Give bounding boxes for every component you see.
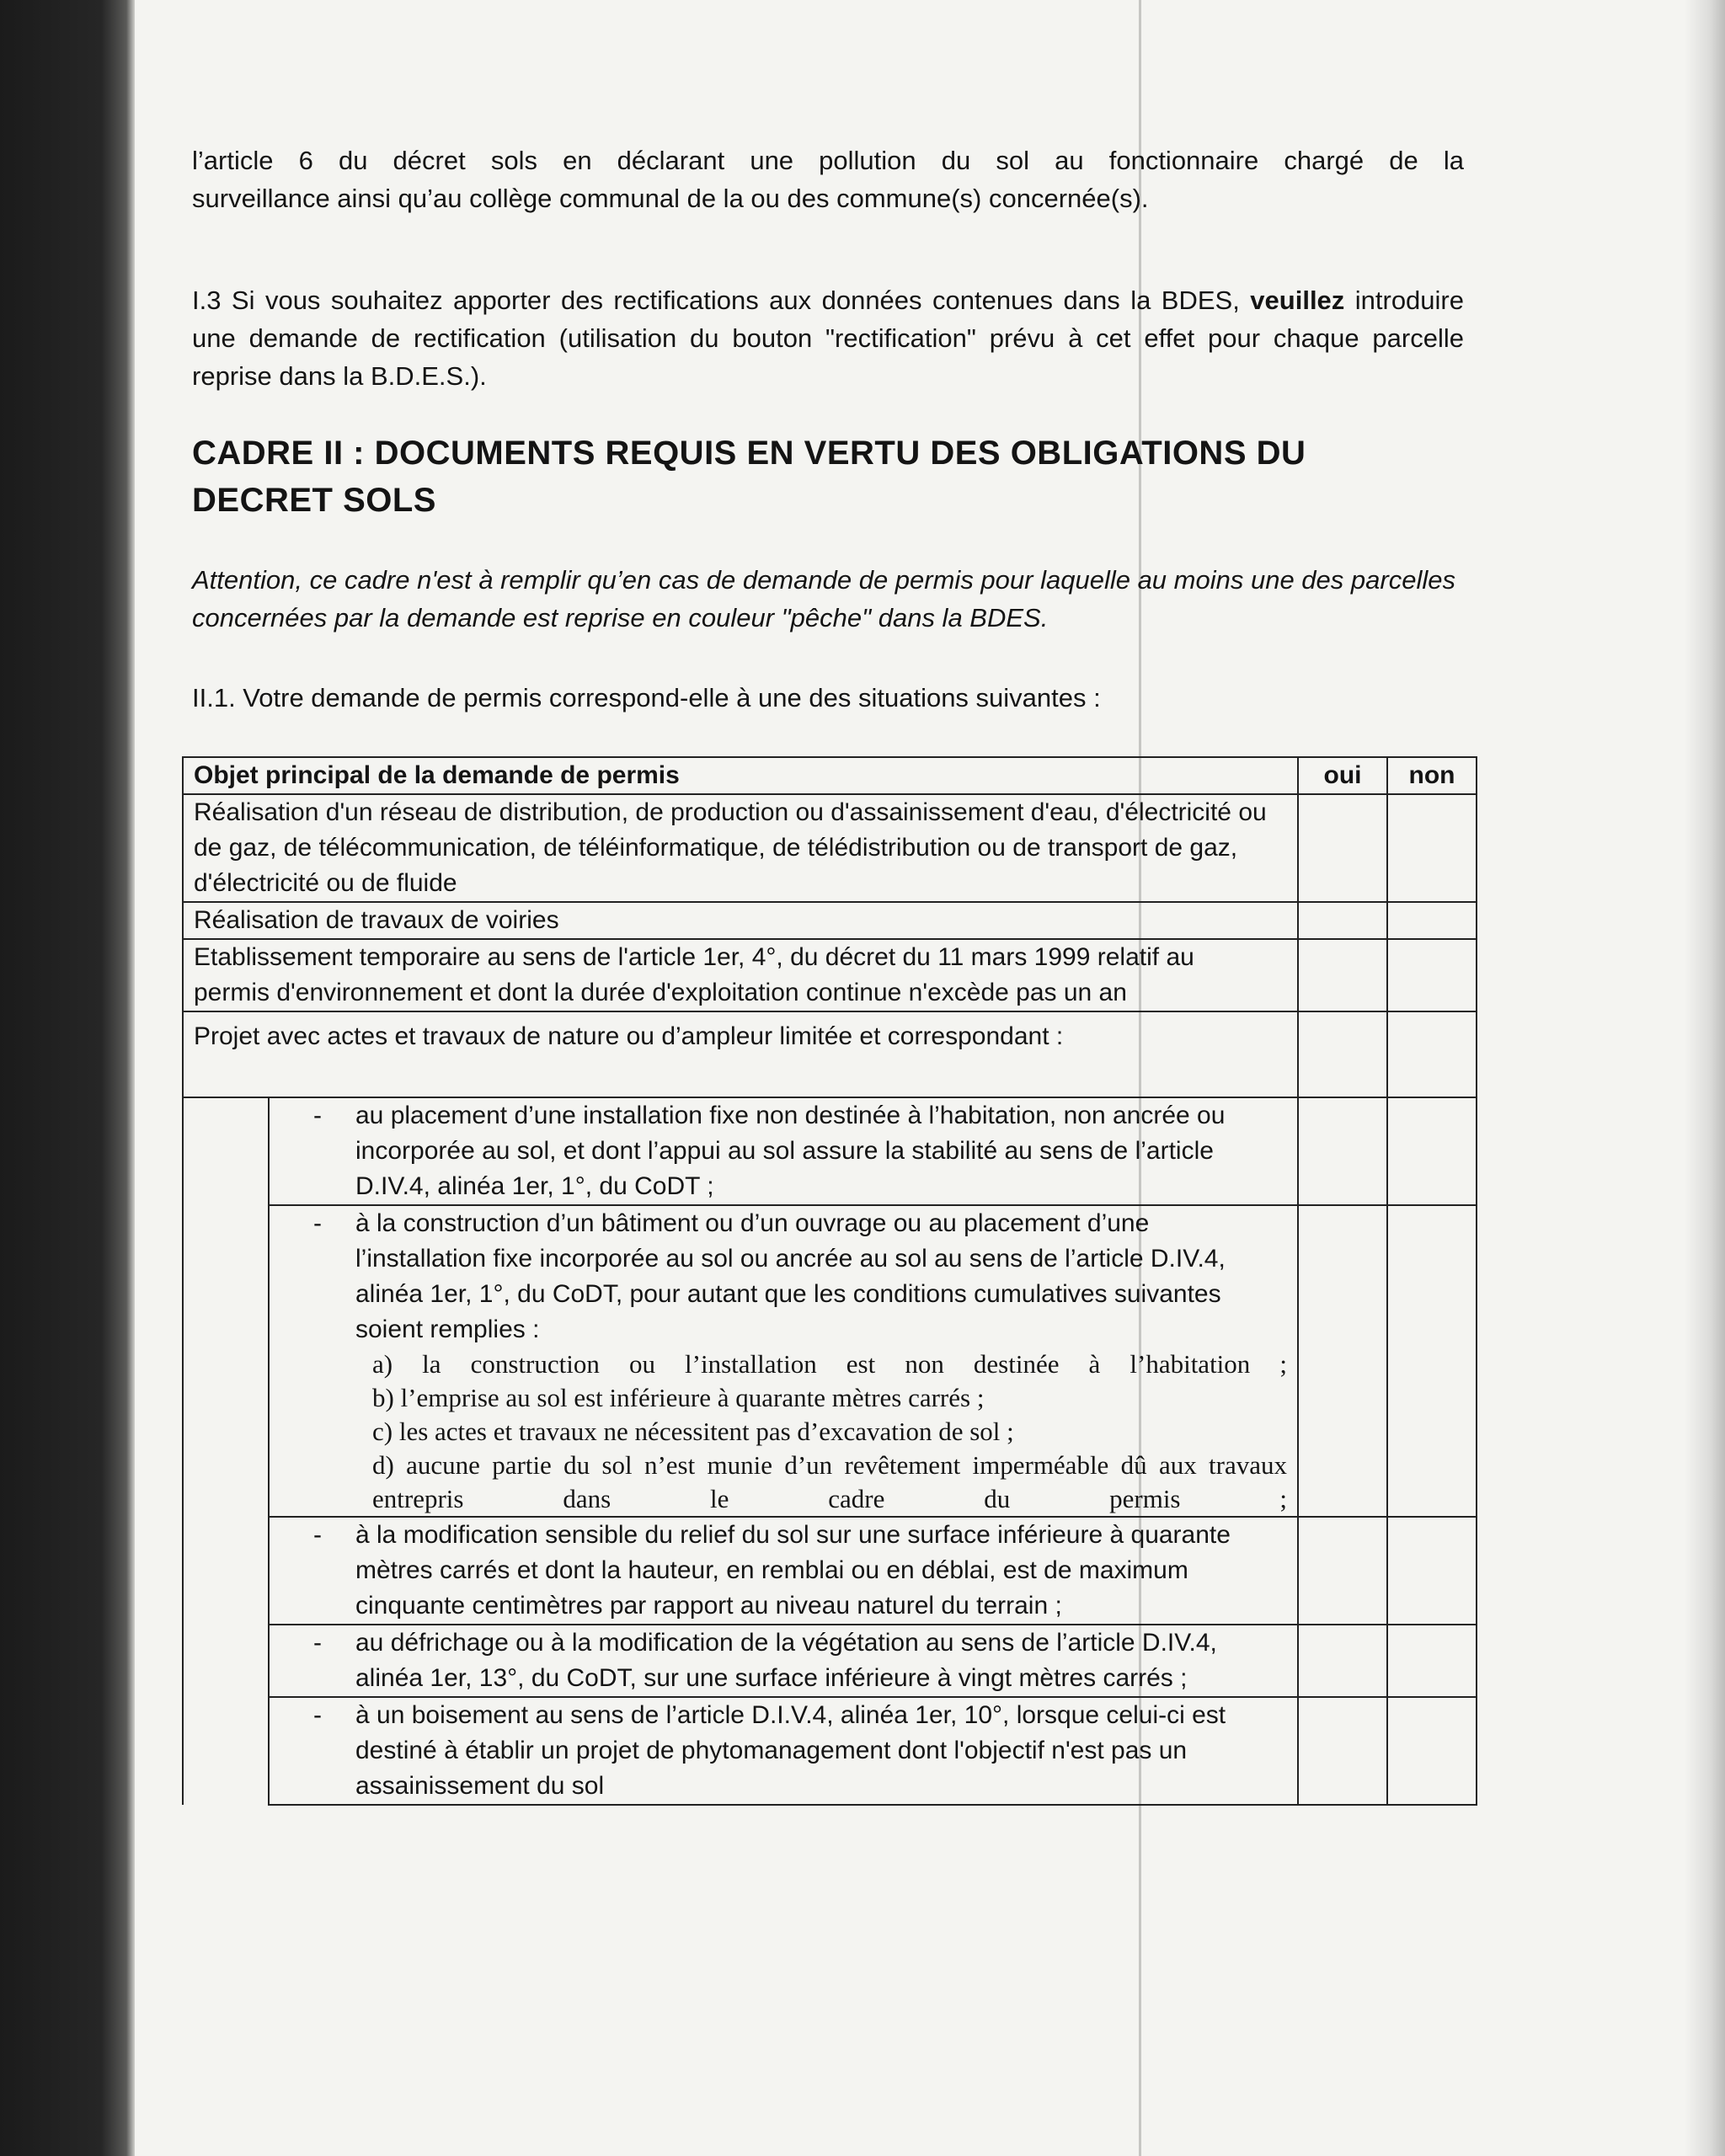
dash-bullet: - <box>313 1629 322 1657</box>
list-item <box>280 1206 1287 1348</box>
condition-c: c) les actes et travaux ne nécessitent pas d’excavation de sol ; <box>372 1417 1014 1446</box>
sub-construction-text: à la construction d’un bâtiment ou d’un ouvrage ou au placement d’une l’installation fixe incorporée au sol ou ancrée au sol au sens de l’article D.IV.4, alinéa 1er, 1°, du CoDT, pour autant que les conditions cumulatives suivantes soient remplies : <box>355 1209 1226 1343</box>
table-row <box>183 902 1477 939</box>
row-temporary-text: Etablissement temporaire au sens de l'article 1er, 4°, du décret du 11 mars 1999 relatif au permis d'environnement et dont la durée d'exploitation continue n'excède pas un an <box>183 939 1298 1011</box>
sub-relief-cell <box>269 1517 1298 1625</box>
sub-boisement-yes-box[interactable] <box>1298 1697 1387 1805</box>
intro-paragraph <box>192 141 1464 217</box>
intro-line-2: surveillance ainsi qu’au collège communal de la ou des commune(s) concernée(s). <box>192 184 1149 213</box>
sub-defrichage-no-box[interactable] <box>1387 1625 1477 1697</box>
row-roads-no-box[interactable] <box>1387 902 1477 939</box>
condition-a: a) la construction ou l’installation est non destinée à l’habitation ; <box>372 1349 1287 1379</box>
table-row <box>183 1517 1477 1625</box>
sub-boisement-cell <box>269 1697 1298 1805</box>
condition-b: b) l’emprise au sol est inférieure à quarante mètres carrés ; <box>372 1383 985 1412</box>
sub-relief-no-box[interactable] <box>1387 1517 1477 1625</box>
sub-boisement-no-box[interactable] <box>1387 1697 1477 1805</box>
condition-d: d) aucune partie du sol n’est munie d’un revêtement imperméable dû aux travaux entrepris dans le cadre du permis ; <box>372 1450 1287 1513</box>
row-temporary-yes-box[interactable] <box>1298 939 1387 1011</box>
sub-placement-yes-box[interactable] <box>1298 1097 1387 1205</box>
section-1-3-prefix: I.3 Si vous souhaitez apporter des rectifications aux données contenues dans la BDES, <box>192 286 1240 315</box>
dash-bullet: - <box>313 1701 322 1729</box>
sub-construction-no-box[interactable] <box>1387 1205 1477 1517</box>
sub-defrichage-text: au défrichage ou à la modification de la végétation au sens de l’article D.IV.4, alinéa 1er, 13°, du CoDT, sur une surface inférieure à vingt mètres carrés ; <box>355 1629 1217 1692</box>
dash-bullet: - <box>313 1209 322 1237</box>
sub-defrichage-yes-box[interactable] <box>1298 1625 1387 1697</box>
list-item <box>280 1698 1287 1804</box>
table-row <box>183 1625 1477 1697</box>
sub-boisement-text: à un boisement au sens de l’article D.I.V.4, alinéa 1er, 10°, lorsque celui-ci est destiné à établir un projet de phytomanagement dont l'objectif n'est pas un assainissement du sol <box>355 1701 1226 1800</box>
row-roads-yes-box[interactable] <box>1298 902 1387 939</box>
header-yes: oui <box>1298 757 1387 794</box>
list-item <box>280 1625 1287 1696</box>
row-network-text: Réalisation d'un réseau de distribution, de production ou d'assainissement d'eau, d'électricité ou de gaz, de télécommunication, de téléinformatique, de télédistribution ou de transport de gaz, d'électricité ou de fluide <box>183 794 1298 902</box>
table-row <box>183 794 1477 902</box>
permit-situations-table <box>182 756 1477 1806</box>
table-header-row <box>183 757 1477 794</box>
row-network-no-box[interactable] <box>1387 794 1477 902</box>
section-1-3-bold-word: veuillez <box>1250 286 1345 315</box>
sub-placement-cell <box>269 1097 1298 1205</box>
table-row <box>183 1097 1477 1205</box>
table-row <box>183 939 1477 1011</box>
list-item <box>280 1518 1287 1624</box>
table-row <box>183 1697 1477 1805</box>
cadre-ii-title: CADRE II : DOCUMENTS REQUIS EN VERTU DES OBLIGATIONS DU DECRET SOLS <box>192 435 1306 519</box>
scan-right-edge <box>1685 0 1725 2156</box>
scan-dark-margin <box>0 0 135 2156</box>
sub-defrichage-cell <box>269 1625 1298 1697</box>
row-project-no-box <box>1387 1011 1477 1097</box>
attention-note: Attention, ce cadre n'est à remplir qu’en cas de demande de permis pour laquelle au moins une des parcelles concernées par la demande est reprise en couleur "pêche" dans la BDES. <box>192 565 1455 632</box>
header-no: non <box>1387 757 1477 794</box>
row-network-yes-box[interactable] <box>1298 794 1387 902</box>
indent-column <box>183 1097 269 1805</box>
row-roads-text: Réalisation de travaux de voiries <box>183 902 1298 939</box>
sub-placement-text: au placement d’une installation fixe non destinée à l’habitation, non ancrée ou incorporée au sol, et dont l’appui au sol assure la stabilité au sens de l’article D.IV.4, alinéa 1er, 1°, du CoDT ; <box>355 1102 1226 1200</box>
section-1-3-rest: introduire une demande de rectification (utilisation du bouton "rectification" prévu à cet effet pour chaque parcelle reprise dans la B.D.E.S.). <box>192 286 1464 391</box>
table-row <box>183 1011 1477 1097</box>
list-item <box>280 1098 1287 1204</box>
row-project-yes-box <box>1298 1011 1387 1097</box>
question-ii-1: II.1. Votre demande de permis correspond-elle à une des situations suivantes : <box>192 683 1101 712</box>
row-project-text: Projet avec actes et travaux de nature ou d’ampleur limitée et correspondant : <box>183 1011 1298 1097</box>
section-1-3-paragraph <box>192 281 1464 395</box>
header-object: Objet principal de la demande de permis <box>183 757 1298 794</box>
sub-construction-cell <box>269 1205 1298 1517</box>
sub-construction-yes-box[interactable] <box>1298 1205 1387 1517</box>
intro-line-1: l’article 6 du décret sols en déclarant une pollution du sol au fonctionnaire chargé de la <box>192 146 1464 175</box>
table-row <box>183 1205 1477 1517</box>
dash-bullet: - <box>313 1521 322 1549</box>
sub-relief-text: à la modification sensible du relief du sol sur une surface inférieure à quarante mètres carrés et dont la hauteur, en remblai ou en déblai, est de maximum cinquante centimètres par rapport au niveau naturel du terrain ; <box>355 1521 1231 1620</box>
dash-bullet: - <box>313 1102 322 1129</box>
row-temporary-no-box[interactable] <box>1387 939 1477 1011</box>
sub-relief-yes-box[interactable] <box>1298 1517 1387 1625</box>
sub-placement-no-box[interactable] <box>1387 1097 1477 1205</box>
